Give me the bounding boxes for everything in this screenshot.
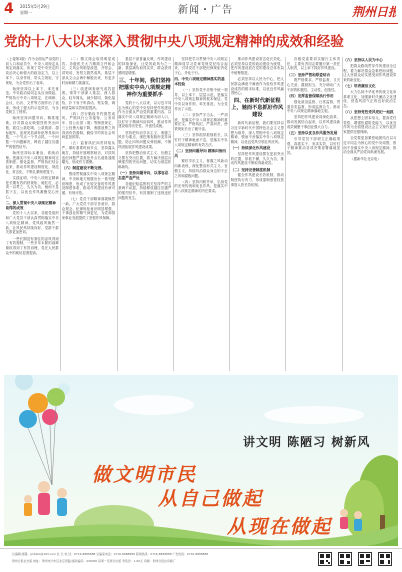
article-columns xyxy=(4,57,398,371)
headline: 党的十八大以来深入贯彻中央八项规定精神的成效和经验 xyxy=(4,34,344,50)
article-paragraph: （二）精文简会取得明显成效。各级机关大力精简文件和会议，文风会风明显改进，开短会、讲短话、发短文蔚然成风，基层干部从文山会海中解脱出来，有更多时间和精力抓落实。 xyxy=(61,57,116,85)
column-divider xyxy=(229,57,230,371)
column-divider xyxy=(285,57,286,371)
article-paragraph: （据新华社北京电） xyxy=(350,156,381,161)
ad-calligraphy-line-1: 做文明市民 xyxy=(92,464,198,486)
subsection-title: （七）培育廉洁文化 xyxy=(343,84,376,89)
subsection-title: （五）坚持以优良作风服务发展 xyxy=(286,131,338,136)
qr-code-icon xyxy=(338,552,352,566)
article-paragraph: （上接第1版）作为全面从严治党的切入口和动员令，中央八项规定从制定到落实，体现了党中央坚定的政治决心和强大的政治定力，以上率下、以身作则，带头立规矩、守规矩，为全党作出了表率。 xyxy=(5,57,59,85)
article-paragraph: 紧盯享乐主义、奢靡之风新动向新表现，深化整治形式主义、官僚主义，持续纠治群众身边的不正之风和腐败问题。 xyxy=(174,159,228,178)
article-paragraph: 全党要更加紧密地团结在以习近平同志为核心的党中央周围，锲而不舍落实中央八项规定精神，推动全面从严治党向纵深发展。 xyxy=(343,136,397,155)
article-paragraph: 各级纪检监察机关坚持严的主基调不动摇，持续释放越往后越严的强烈信号，有效遏制了违规违纪问题的发生。 xyxy=(118,181,172,200)
article-paragraph: 坚持把作风建设摆在更加突出的位置，常抓不懈、久久为功，推动作风建设不断取得新成效。 xyxy=(230,151,284,166)
article-paragraph: 始终坚持问题导向、精准施策。针对群众反映强烈的突出问题，抓住公款吃喝、公款旅游、超标配车、违规发放津补贴等具体问题，一个节点一个节点抓，一个问题一个问题解决，释放了越往后越严的强烈信号。 xyxy=(5,116,59,149)
article-paragraph: （四）厉行勤俭节约蔚然成风。严格执行公务接待、公务用车、因公出国（境）等制度规定，三公经费大幅下降，奢靡浪费之风得到有效遏制，勤俭节约的社会风尚更加浓厚。 xyxy=(61,111,116,140)
issue-date: 2015年5月29日 xyxy=(20,4,50,9)
article-paragraph: 党的十八大以来，各级党组织和广大党员干部认真贯彻落实中央八项规定精神，党风政风焕然一新，社风民风持续向好，党群干群关系更加密切。 xyxy=(5,211,59,235)
article-paragraph: （一）坚持党中央集中统一领导，以上率下、层层示范，是落实中央八项规定精神的根本保证。党中央以身作则、率先垂范，为全党作出了示范。 xyxy=(174,87,228,111)
article-paragraph: 坚持把学习贯彻中央八项规定精神同学习党章党规党纪结合起来，引导党员干部把纪律规矩内化于心、外化于行。 xyxy=(174,57,228,76)
article-paragraph: 一些长期没有刹住的歪风得到了有效遏制，一些多年未除的顽瘴痼疾得到了有效治理，党在人民群众中的威信显著提高。 xyxy=(5,236,59,255)
article-column-6 xyxy=(287,57,340,371)
subsection-title: 四、中央八项规定精神落实的基本经验 xyxy=(174,77,225,87)
article-paragraph: 围绕贯彻落实中央八项规定精神，中央和地方相继出台一系列配套制度，形成了比较完备的作风建设制度体系，推动作风建设有章可循、有规可依。 xyxy=(61,172,116,196)
public-service-ad xyxy=(4,375,398,546)
article-column-7 xyxy=(343,57,396,371)
ad-calligraphy-line-3: 从现在做起 xyxy=(227,516,333,538)
article-paragraph: 强化政治监督、日常监督，贯通各类监督，形成监督合力，推动中央八项规定精神落地生根。 xyxy=(286,99,341,114)
article-paragraph: 引导党员干部树立正确政绩观，真抓实干、务求实效，以钉钉子精神推动各项决策部署落地见效。 xyxy=(286,136,341,155)
masthead-logo xyxy=(352,2,396,20)
article-paragraph: 健全作风建设长效机制，推动制度执行有力，形成靠制度管权管事管人的长效机制。 xyxy=(230,173,284,187)
subsection-title: （一）坚持问题导向，以零容忍态度严查严处 xyxy=(118,171,169,180)
subsection-title: （八）坚持党性党风党纪一起抓 xyxy=(343,110,394,115)
qr-code-icon xyxy=(358,552,372,566)
article-column-1 xyxy=(6,57,59,371)
ad-calligraphy-line-2: 从自己做起 xyxy=(158,488,264,510)
article-paragraph: 各级党委要切实履行主体责任，主要负责同志要履行第一责任人职责，以上率下抓好作风建设。 xyxy=(286,57,341,71)
article-column-4 xyxy=(174,57,227,371)
article-paragraph: （三）改进调查研究成效显著。领导干部深入基层、深入群众，轻车简从，减少陪同，简化接待，扑下身子听真话、察实情，调研质量和实效明显提高。 xyxy=(61,86,116,110)
article-paragraph: （三）坚持抓常抓细抓长，以钉钉子精神驰而不息，是落实中央八项规定精神的有效方法。 xyxy=(174,133,228,147)
column-divider xyxy=(342,57,343,371)
section-heading: 三、十年间，我们坚持把落实中央八项规定精神作为重要抓手 xyxy=(118,77,171,98)
column-divider xyxy=(117,57,118,371)
article-paragraph: 既严格要求、严格监督，又关心关爱、激励担当，充分调动广大干部的积极性、主动性、创造性。 xyxy=(286,78,341,92)
svg-text:荆州日报: 荆州日报 xyxy=(352,5,396,19)
footer-publisher-line: 荆州日报社出版 地址：荆州市沙市区北京西路 邮政编码：434000 每周一至周日出版 零售价：1.00元 印刷：荆州日报社印刷厂 xyxy=(12,559,176,563)
article-paragraph: 党的十八大以来，以习近平同志为核心的党中央坚持把作风建设作为全面从严治党的重要内容，以落实中央八项规定精神为切入口，以钉钉子精神纠治四风，推动作风建设取得历史性、开创性成就。 xyxy=(118,100,172,129)
page-header xyxy=(0,0,402,30)
subsection-title: （六）坚持以人民为中心 xyxy=(343,58,383,62)
subsection-title: （四）发挥监督保障执行作用 xyxy=(286,94,334,99)
page-footer xyxy=(0,548,402,572)
ad-illustration xyxy=(4,375,398,546)
article-paragraph: 必须坚持以人民为中心，把人民群众满意不满意作为检验作风建设成效的根本标准，以优良作风赢得民心。 xyxy=(230,77,284,96)
section-heading: 四、在新时代新征程上，驰而不息抓好作风建设 xyxy=(231,98,284,119)
article-paragraph: 始终坚持标本兼治、系统治理。把落实中央八项规定精神同完善制度、强化监督、严格执纪结合起来，推动作风建设制度化、规范化、常态化，不断扎紧制度笼子。 xyxy=(5,150,59,174)
subsection-title: （三）坚持严管和厚爱结合 xyxy=(286,72,331,77)
article-paragraph: 基层干部普遍反映，作风建设的持续深化，让党风政风为之一新，基层减负取得实效，群众获得感明显增强。 xyxy=(118,57,172,76)
article-paragraph: 坚持把整治形式主义、官僚主义摆在突出位置，着力解决基层反映强烈的突出问题，切实为基层松绑减负。 xyxy=(118,150,172,169)
subsection-title: （一）持续深化作风建设 xyxy=(230,146,271,151)
column-divider xyxy=(60,57,61,371)
qr-code-icon xyxy=(378,552,392,566)
qr-code-icon xyxy=(318,552,332,566)
article-paragraph: （七）党员干部精神面貌焕然一新。广大党员干部宗旨意识、群众观念、纪律规矩意识明显增强，干事创业的精气神更足，为党和国家事业发展提供了坚强作风保障。 xyxy=(61,197,116,221)
article-paragraph: （四）坚持纠树并举，弘扬党的光荣传统和优良作风，是落实中央八项规定精神的内在要求。 xyxy=(174,179,228,194)
article-column-3 xyxy=(118,57,171,371)
article-column-5 xyxy=(231,57,284,371)
article-paragraph: 坚持把纠治享乐主义、奢靡之风作为重点，深挖细查隐形变异问题，防止四风问题反弹回潮，不断巩固拓展作风建设成果。 xyxy=(118,130,172,149)
article-paragraph: 把群众路线贯穿作风建设全过程，着力解决群众急难愁盼问题，让人民群众切实感受到作风建设带来的新变化。 xyxy=(343,63,397,82)
day-of-week: 星期一 xyxy=(20,10,32,15)
article-paragraph: 从思想上固本培元，提高党性觉悟，增强拒腐防变能力，以优良作风为全面建设社会主义现代化国家提供坚强保障。 xyxy=(343,116,397,135)
article-paragraph: 推动作风建设常态化长效化，必须坚持以党的政治建设为统领，把作风建设放在党的建设总体布局中统筹推进。 xyxy=(230,57,284,76)
article-paragraph: （二）坚持严字当头、一严到底，是落实中央八项规定精神的重要法宝。严格执纪，严肃问责，使铁规矩长出了硬牙齿。 xyxy=(174,112,228,132)
page-number: 4 xyxy=(4,1,14,17)
subsection-title: （二）坚持问题导向 精准纠治四风 xyxy=(174,148,226,158)
subsection-title: 二、深入贯彻中央八项规定精神取得的成效 xyxy=(5,200,56,210)
article-paragraph: 始终坚持以上率下、率先垂范。中央政治局同志从自身做起，严格执行中央八项规定，在调研、会议、出访、文件等方面作出了表率，形成了强大的示范效应，为全党树立了榜样。 xyxy=(5,86,59,115)
article-paragraph: 实践证明，中央八项规定精神是长期有效的铁规矩、硬杠杠，必须一以贯之、久久为功，驰而不息抓下去，以优良作风凝聚党心民心。 xyxy=(5,175,59,199)
article-paragraph: 新时代新征程，我们要坚持以习近平新时代中国特色社会主义思想为指导，深入贯彻中央八项规定精神，锲而不舍落实中央八项规定精神，以优良党风引领社风民风。 xyxy=(230,121,284,144)
article-paragraph: 大力弘扬中华优秀传统文化和革命文化，加强新时代廉洁文化建设，营造风清气正的良好政治生态。 xyxy=(343,89,397,109)
section-title: 新闻・广告 xyxy=(178,5,233,16)
subsection-title: （二）坚持完善制度机制 xyxy=(230,167,271,172)
article-paragraph: 坚持把作风建设同深化改革、推动发展结合起来，以作风建设新成效凝聚干事创业强大合力。 xyxy=(286,115,341,129)
article-column-2 xyxy=(62,57,115,371)
footer-contact-line: 总编辑 邮箱：jzrbzbs@163.com 社 长 电 话：0716-8888888 总编室电话：0716-8888888 新闻热线：0716-8888888 广告热线：0716-8888888 xyxy=(12,552,209,556)
subsection-title: （六）制度建设不断完善。 xyxy=(61,166,105,171)
ad-slogan-top: 讲文明 陈陋习 树新风 xyxy=(243,435,371,449)
article-paragraph: （五）监督执纪问责持续从严。紧盯重要时间节点，坚持露头就打，持续开展明察暗访，对顶风违纪问题严肃查处并点名道姓通报曝光，形成有力震慑。 xyxy=(61,141,116,165)
header-rule xyxy=(4,23,398,24)
column-divider xyxy=(173,57,174,371)
